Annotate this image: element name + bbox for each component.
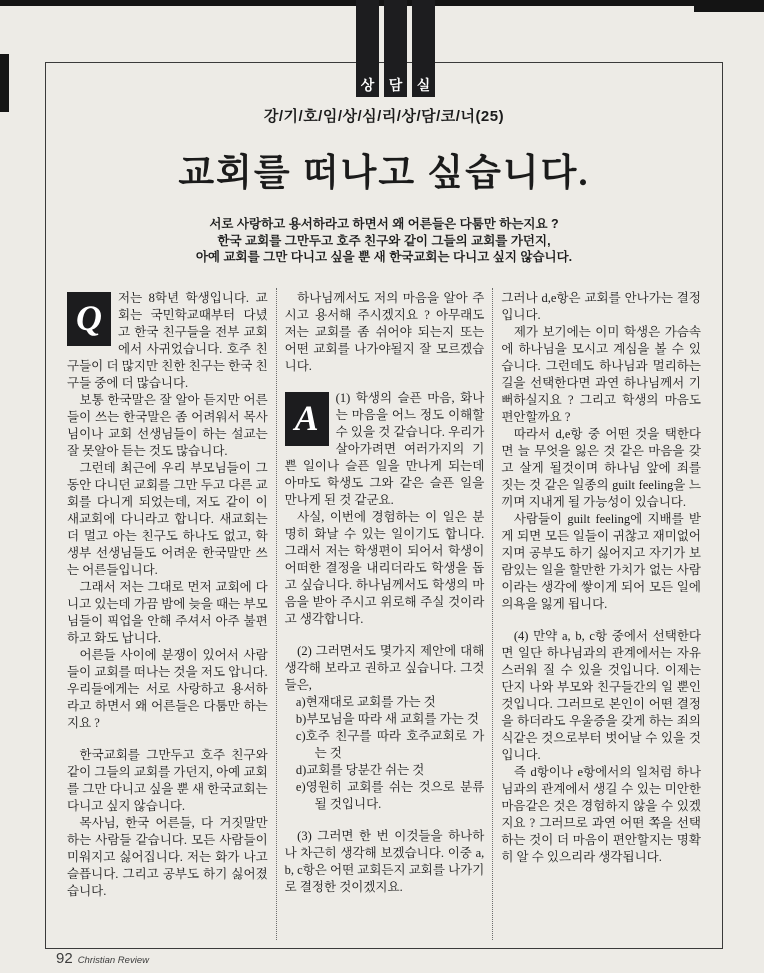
question-paragraph: 어른들 사이에 분쟁이 있어서 사람들이 교회를 떠나는 것을 저도 압니다. 우리들에게는 서로 사랑하고 용서하라고 하면서 왜 어른들은 다툼만 하는지요 ? bbox=[67, 647, 268, 730]
article-title: 교회를 떠나고 싶습니다. bbox=[178, 153, 590, 194]
scan-top-edge-right bbox=[694, 0, 764, 12]
answer-paragraph: 사람들이 guilt feeling에 지배를 받게 되면 모든 일들이 귀찮고 재미없어지며 공부도 하기 싫어지고 자기가 보람있는 일을 할만한 가치가 없는 사람이라는 생각에 쌓이게 되어 모든 일에 의욕을 잃게 됩니다. bbox=[501, 511, 701, 611]
content-frame bbox=[45, 62, 723, 949]
tab-bar-2 bbox=[384, 0, 407, 97]
article-body bbox=[59, 288, 709, 940]
tab-bar-1 bbox=[356, 0, 379, 97]
answer-paragraph: 즉 d항이나 e항에서의 일처럼 하나님과의 관계에서 생길 수 있는 미안한 마음같은 것은 경험하지 않을 수 있겠지요 ? 그러므로 과연 어떤 쪽을 선택하는 것이 더 마음이 편안할지는 명확히 알 수 있으리라 생각됩니다. bbox=[501, 764, 701, 864]
column-kicker: 강/기/호/임/상/심/리/상/담/코/너(25) bbox=[263, 108, 505, 125]
question-paragraph: 한국교회를 그만두고 호주 친구와 같이 그들의 교회를 가던지, 아예 교회를 그만 다니고 싶을 뿐 새 한국교회는 다니고 싶지 않습니다. bbox=[67, 747, 268, 813]
answer-option-a: a)현재대로 교회를 가는 것 bbox=[295, 694, 436, 709]
dropcap-letter: Q bbox=[76, 298, 102, 338]
answer-paragraph: (4) 만약 a, b, c항 중에서 선택한다면 일단 하나님과의 관계에서는 자유스러워 질 수 있을 것입니다. 이제는 단지 나와 부모와 친구들간의 일 뿐인 것입니다. 그러므로 본인이 어떤 결정을 하더라도 우울증을 갖게 하는 죄의식같은 것으로부터 벗어날 수 있을 것입니다. bbox=[501, 628, 701, 762]
column-1-question bbox=[59, 288, 276, 940]
answer-paragraph: (3) 그러면 한 번 이것들을 하나하나 차근히 생각해 보겠습니다. 이중 a, b, c항은 어떤 교회든지 교회를 나가기로 결정한 것이겠지요. bbox=[284, 828, 485, 894]
answer-option-c: c)호주 친구를 따라 호주교회로 가는 것 bbox=[295, 728, 485, 760]
paragraph-text: 저는 8학년 학생입니다. 교회는 국민학교때부터 다녔고 한국 친구들을 전부 교회에서 사귀었습니다. 호주 친구들이 더 많지만 친한 친구는 한국 친구들 중에 더 많습니다. bbox=[67, 290, 268, 390]
question-paragraph: 하나님께서도 저의 마음을 알아 주시고 용서해 주시겠지요 ? 아무래도 저는 교회를 좀 쉬어야 되는지 또는 어떤 교회를 나가야될지 잘 모르겠습니다. bbox=[284, 290, 485, 373]
question-dropcap-q bbox=[67, 292, 111, 346]
answer-paragraph bbox=[285, 390, 485, 509]
answer-dropcap-a bbox=[285, 392, 329, 446]
question-paragraph bbox=[67, 290, 268, 392]
answer-paragraph: (2) 그러면서도 몇가지 제안에 대해 생각해 보라고 권하고 싶습니다. 그것들은, bbox=[284, 643, 485, 692]
page-number: 92 bbox=[56, 950, 73, 967]
intro-line-1: 서로 사랑하고 용서하라고 하면서 왜 어른들은 다툼만 하는지요 ? bbox=[209, 217, 559, 231]
answer-option-d: d)교회를 당분간 쉬는 것 bbox=[295, 762, 425, 777]
magazine-name: Christian Review bbox=[77, 955, 149, 966]
tab-char-2: 담 bbox=[388, 77, 403, 93]
tab-char-1: 상 bbox=[360, 77, 375, 93]
dropcap-letter: A bbox=[294, 398, 319, 438]
question-paragraph: 보통 한국말은 잘 알아 듣지만 어른들이 쓰는 한국말은 좀 어려워서 목사님이나 교회 선생님들이 하는 설교는 잘 못알아 듣는 것도 많습니다. bbox=[67, 392, 268, 458]
scan-left-mark bbox=[0, 54, 9, 112]
question-paragraph: 그래서 저는 그대로 먼저 교회에 다니고 있는데 가끔 밤에 늦을 때는 부모님들이 픽업을 안해 주셔서 아주 불편하고 화도 납니다. bbox=[67, 579, 268, 645]
answer-paragraph: 그러나 d,e항은 교회를 안나가는 결정입니다. bbox=[501, 290, 701, 322]
intro-line-3: 아예 교회를 그만 다니고 싶을 뿐 새 한국교회는 다니고 싶지 않습니다. bbox=[195, 250, 573, 264]
paragraph-text: (1) 학생의 슬픈 마음, 화나는 마음을 어느 정도 이해할 수 있을 것 같습니다. 우리가 살아가려면 여러가지의 기쁜 일이나 슬픈 일을 만나게 되는데 아마도 학생도 그와 같은 슬픈 일을 만나게 된 것 같군요. bbox=[284, 390, 485, 507]
page-footer bbox=[56, 950, 149, 967]
answer-option-b: b)부모님을 따라 새 교회를 가는 것 bbox=[295, 711, 479, 726]
column-3-answer-end bbox=[492, 288, 709, 940]
answer-option-e: e)영원히 교회를 쉬는 것으로 분류될 것입니다. bbox=[295, 779, 485, 811]
tab-char-3: 실 bbox=[416, 77, 431, 93]
article-intro bbox=[59, 216, 709, 266]
answer-paragraph: 제가 보기에는 이미 학생은 가슴속에 하나님을 모시고 계심을 볼 수 있습니다. 그런데도 하나님과 멀리하는 길을 선택한다면 과연 하나님께서 기뻐하실지요 ? 그리고 학생의 마음도 편안할까요 ? bbox=[501, 324, 701, 424]
question-paragraph: 목사님, 한국 어른들, 다 거짓말만 하는 사람들 같습니다. 모든 사람들이 미워지고 싫어집니다. 저는 화가 나고 슬픕니다. 그리고 공부도 하기 싫어졌습니다. bbox=[67, 815, 268, 898]
section-tab-sangdamsil bbox=[356, 0, 435, 97]
answer-paragraph: 따라서 d,e항 중 어떤 것을 택한다면 늘 무엇을 잃은 것 같은 마음을 갖고 살게 될것이며 하나님 앞에 죄를 짓는 것 같은 일종의 guilt feeling을 느끼며 지내게 될 가능성이 있습니다. bbox=[501, 426, 701, 509]
intro-line-2: 한국 교회를 그만두고 호주 친구와 같이 그들의 교회를 가던지, bbox=[217, 233, 551, 248]
column-2-answer-start bbox=[276, 288, 493, 940]
answer-paragraph: 사실, 이번에 경험하는 이 일은 분명히 화날 수 있는 일이기도 합니다. 그래서 저는 학생편이 되어서 학생이 어떠한 결정을 내리더라도 학생을 돕고 싶습니다. 하나님께서도 학생의 마음을 받아 주시고 위로해 주실 것이라고 생각합니다. bbox=[284, 509, 485, 626]
answer-option-list bbox=[285, 694, 485, 813]
question-paragraph: 그런데 최근에 우리 부모님들이 그동안 다니던 교회를 그만 두고 다른 교회를 다니게 되었는데, 저도 같이 이 새교회에 다니라고 합니다. 새교회는 더 멀고 아는 친구도 하나도 없고, 학생부 선생님들도 어려운 한국말만 쓰는 어른들입니다. bbox=[67, 460, 268, 577]
tab-bar-3 bbox=[412, 0, 435, 97]
